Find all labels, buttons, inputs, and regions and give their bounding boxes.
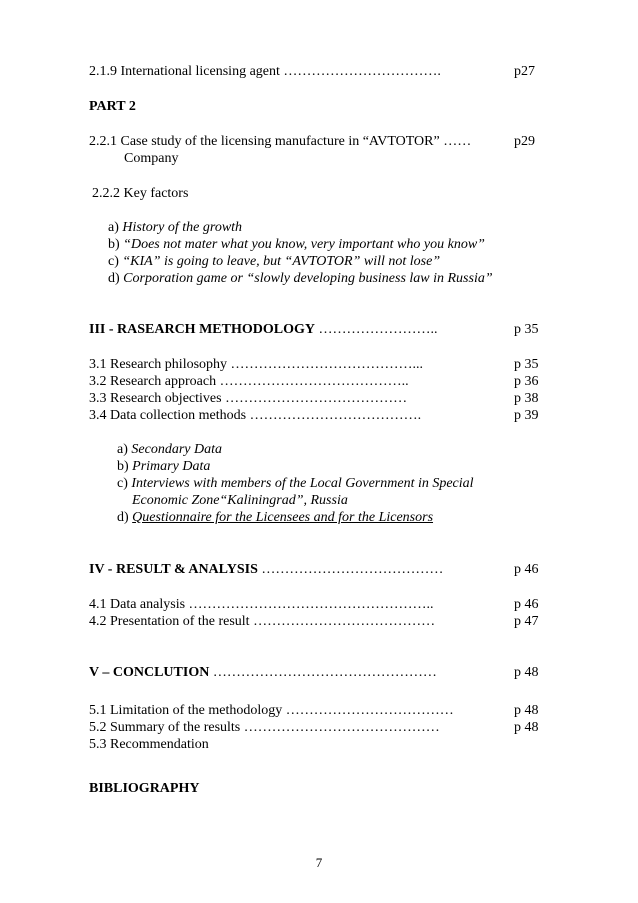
toc-entry-4-2: 4.2 Presentation of the result ………………………………… bbox=[89, 614, 436, 629]
toc-entry-5-1: 5.1 Limitation of the methodology ……………………………… bbox=[89, 703, 454, 718]
data-method-b: b) Primary Data bbox=[117, 459, 211, 474]
toc-entry-3-1: 3.1 Research philosophy …………………………………... bbox=[89, 357, 424, 372]
data-method-a: a) Secondary Data bbox=[117, 442, 222, 457]
section-4-page: p 46 bbox=[514, 562, 539, 577]
section-4-heading: IV - RESULT & ANALYSIS ………………………………… bbox=[89, 562, 444, 577]
bibliography-heading: BIBLIOGRAPHY bbox=[89, 781, 200, 796]
toc-page-2-1-9: p27 bbox=[514, 64, 535, 79]
section-3-page: p 35 bbox=[514, 322, 539, 337]
data-method-d: d) Questionnaire for the Licensees and for the Licensors bbox=[117, 510, 434, 525]
key-factor-a: a) History of the growth bbox=[108, 220, 243, 235]
data-method-c: c) Interviews with members of the Local Government in Special bbox=[117, 476, 474, 491]
part-2-heading: PART 2 bbox=[89, 99, 136, 114]
toc-page-4-1: p 46 bbox=[514, 597, 539, 612]
toc-entry-3-3: 3.3 Research objectives ………………………………… bbox=[89, 391, 408, 406]
toc-entry-2-2-1: 2.2.1 Case study of the licensing manufacture in “AVTOTOR” …… bbox=[89, 134, 472, 149]
toc-entry-4-1: 4.1 Data analysis …………………………………………….. bbox=[89, 597, 434, 612]
key-factor-b: b) “Does not mater what you know, very important who you know” bbox=[108, 237, 485, 252]
toc-entry-3-2: 3.2 Research approach ………………………………….. bbox=[89, 374, 409, 389]
toc-entry-2-2-1-cont: Company bbox=[124, 151, 179, 166]
toc-page-3-3: p 38 bbox=[514, 391, 539, 406]
toc-entry-2-2-2: 2.2.2 Key factors bbox=[92, 186, 189, 201]
toc-page-3-1: p 35 bbox=[514, 357, 539, 372]
page-number: 7 bbox=[315, 855, 323, 870]
toc-page-2-2-1: p29 bbox=[514, 134, 535, 149]
toc-page-5-1: p 48 bbox=[514, 703, 539, 718]
toc-page-3-2: p 36 bbox=[514, 374, 539, 389]
section-3-heading: III - RASEARCH METHODOLOGY …………………….. bbox=[89, 322, 438, 337]
toc-entry-5-2: 5.2 Summary of the results …………………………………… bbox=[89, 720, 440, 735]
toc-page-4-2: p 47 bbox=[514, 614, 539, 629]
section-5-heading: V – CONCLUTION ………………………………………… bbox=[89, 665, 437, 680]
toc-entry-3-4: 3.4 Data collection methods ………………………………. bbox=[89, 408, 422, 423]
toc-entry-2-1-9: 2.1.9 International licensing agent ……………………………. bbox=[89, 64, 441, 79]
toc-page-5-2: p 48 bbox=[514, 720, 539, 735]
section-5-page: p 48 bbox=[514, 665, 539, 680]
toc-page-3-4: p 39 bbox=[514, 408, 539, 423]
key-factor-c: c) “KIA” is going to leave, but “AVTOTOR” will not lose” bbox=[108, 254, 441, 269]
key-factor-d: d) Corporation game or “slowly developing business law in Russia” bbox=[108, 271, 493, 286]
data-method-c-cont: Economic Zone“Kaliningrad”, Russia bbox=[132, 493, 348, 508]
toc-entry-5-3: 5.3 Recommendation bbox=[89, 737, 209, 752]
